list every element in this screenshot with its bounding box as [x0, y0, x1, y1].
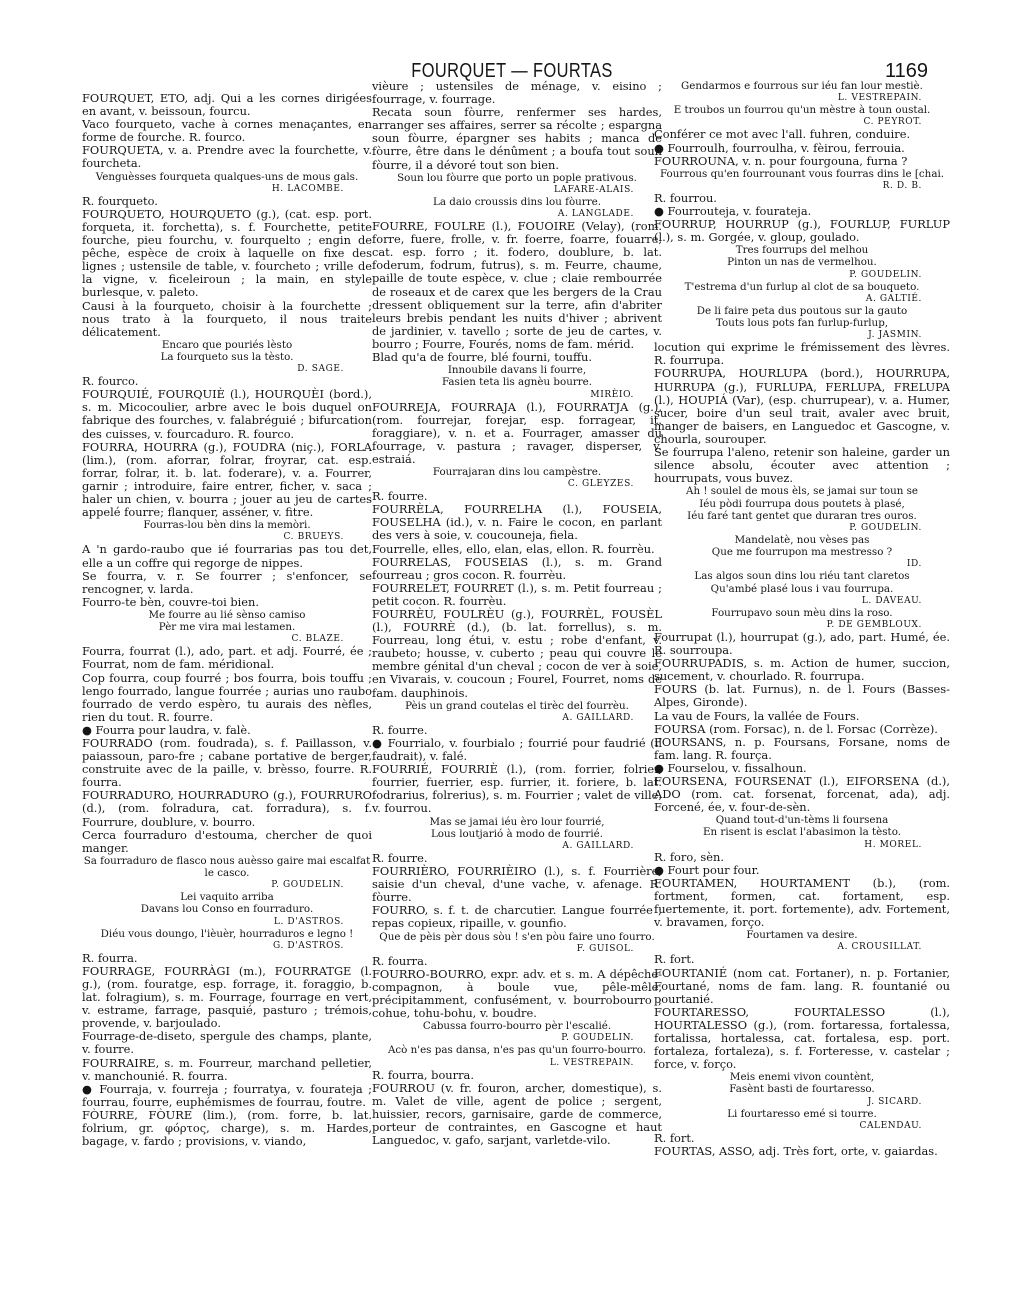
citation-line: Soun lou fòurre que porto un pople prativous. — [397, 171, 637, 184]
dictionary-entry: ● Fourselou, v. fissalhoun. — [654, 760, 807, 775]
citation-line: Davans lou Conso en fourraduro. — [140, 903, 314, 916]
citation-author: H. LACOMBE. — [271, 183, 344, 194]
dictionary-entry: Se fourra, v. r. Se fourrer ; s'enfoncer, se rencogner, v. larda. — [82, 568, 372, 596]
dictionary-entry: Cerca fourraduro d'estouma, chercher de quoi manger. — [82, 827, 372, 855]
citation-line: Sa fourraduro de flasco nous auèsso gaire mai escalfat le casco. — [83, 854, 371, 880]
dictionary-entry: Fourrage-de-diseto, spergule des champs, plante, v. fourre. — [82, 1029, 372, 1057]
dictionary-entry: FOURRAGE, FOURRÀGI (m.), FOURRATGE (l. g.), (rom. fouratge, esp. forrage, it. foraggio, b. lat. folragium), s. m. Fourrage, fourrage en vert, v. estrame, farrage, pasquié, pasturo ; trémois, provende, v. barjoulado. — [82, 963, 372, 1031]
dictionary-entry: FOURTAMEN, HOURTAMENT (b.), (rom. fortment, formen, cat. fortament, esp. fuertemente, it. port. fortemente), adv. Fortement, v. bravamen, forço. — [654, 875, 950, 930]
dictionary-entry: FOURREJA, FOURRAJA (l.), FOURRATJA (g.), (rom. fourrejar, forejar, esp. forragear, it. foraggiare), v. n. et a. Fourrager, amasser du fourrage, v. pastura ; ravager, disperser, v. estraiá. — [372, 399, 662, 466]
citation-line: E troubos un fourrou qu'un mèstre à toun oustal. — [673, 104, 931, 117]
dictionary-entry: FOURRÈU, FOULRÈU (g.), FOURRÈL, FOUSÈL (l.), FOURRÈ (d.), (b. lat. forrellus), s. m. Fourreau, long étui, v. estu ; robe d'enfant, v. raubeto; housse, v. cuberto ; peau qui couvre le membre génital d'un cheval ; cocon de ver à soie, en Vivarais, v. coucoun ; Fourel, Fourret, noms de fam. dauphinois. — [372, 607, 662, 700]
citation-line: Li fourtaresso emé si tourre. — [727, 1107, 877, 1120]
citation-line: Lous loutjarió à modo de fourrié. — [430, 827, 604, 840]
citation-author: ID. — [906, 559, 922, 570]
page-title: FOURQUET — FOURTAS — [411, 60, 613, 82]
citation-author: R. D. B. — [882, 180, 922, 191]
citation-line: Que me fourrupon ma mestresso ? — [711, 546, 893, 559]
dictionary-entry: FOURRÈLA, FOURRELHA (l.), FOUSEIA, FOUSELHA (id.), v. n. Faire le cocon, en parlant des vers à soie, v. coucouneja, fiela. — [372, 502, 662, 543]
dictionary-entry: R. fourra. — [372, 953, 428, 968]
citation-line: Fourrupavo soun mèu dins la roso. — [711, 606, 893, 619]
citation-line: La daio croussis dins lou fòurre. — [432, 195, 601, 208]
citation-author: L. D'ASTROS. — [273, 916, 344, 927]
dictionary-entry: FOURRADURO, HOURRADURO (g.), FOURRURO (d.), (rom. folradura, cat. forradura), s. f. Fourrure, doublure, v. bourro. — [82, 788, 372, 829]
dictionary-entry: La vau de Fours, la vallée de Fours. — [654, 708, 860, 723]
dictionary-entry: FOURQUIÉ, FOURQUIÈ (l.), HOURQUÈI (bord.), s. m. Micocoulier, arbre avec le bois duquel on fabrique des fourches, v. falabréguié ; bifurcation des cuisses, v. fourcaduro. R. fourco. — [82, 387, 372, 441]
dictionary-entry: FOURRIÉ, FOURRIÈ (l.), (rom. forrier, folrier, fourrier, fuerrier, esp. furrier, it. foriere, b. lat. fodrarius, folrerius), s. m. Fourrier ; valet de ville, v. fourrou. — [372, 762, 662, 816]
dictionary-entry: R. foro, sèn. — [654, 849, 724, 864]
dictionary-entry: ● Fourroulh, fourroulha, v. fèirou, ferrouia. — [654, 140, 905, 155]
citation-line: Qu'ambé plasé lous i vau fourrupa. — [710, 582, 894, 595]
citation-line: Acò n'es pas dansa, n'es pas qu'un fourro-bourro. — [387, 1044, 647, 1057]
dictionary-entry: Fourrupat (l.), hourrupat (g.), ado, part. Humé, ée. R. sourroupa. — [654, 629, 950, 658]
dictionary-entry: FOURRA, HOURRA (g.), FOUDRA (niç.), FORLA (lim.), (rom. aforrar, folrar, froyrar, cat. esp. forrar, folrar, it. b. lat. foderare), v. a. Fourrer, garnir ; introduire, faire entrer, ficher, v. saca ; haler un chien, v. bourra ; jouer au jeu de cartes appelé fourre; flanquer, asséner, v. fitre. — [82, 439, 372, 520]
citation-line: Fourtamen va desire. — [746, 929, 858, 942]
citation-line: Venguèsses fourqueta qualques-uns de mous gals. — [95, 170, 359, 183]
dictionary-entry: R. fourre. — [372, 722, 428, 737]
dictionary-entry: FÒURRE, FÒURE (lim.), (rom. forre, b. lat. folrium, gr. φόρτος, charge), s. m. Hardes, bagage, v. fardo ; provisions, v. viando, — [82, 1107, 372, 1149]
citation-line: Encaro que pouriés lèsto — [161, 338, 293, 351]
dictionary-entry: FOURTARESSO, FOURTALESSO (l.), HOURTALESSO (g.), (rom. fortaressa, fortalessa, fortalissa, hortalessa, cat. fortalesa, esp. port. fortaleza, fortaleza), s. f. Forteresse, v. castelar ; force, v. forço. — [654, 1004, 950, 1072]
dictionary-entry: FOURRELET, FOURRET (l.), s. m. Petit fourreau ; petit cocon. R. fourrèu. — [372, 580, 662, 608]
citation-line: De li faire peta dus poutous sur la gauto — [696, 304, 908, 317]
dictionary-entry: FOURRADO (rom. foudrada), s. f. Paillasson, v. paiassoun, paro-fre ; cabane portative de berger, construite avec de la paille, v. brèsso, fourre. R. fourra. — [82, 735, 372, 790]
citation-line: Que de pèis pèr dous sòu ! s'en pòu faire uno fourro. — [379, 930, 655, 943]
dictionary-entry: R. fourqueto. — [82, 193, 158, 208]
dictionary-entry: FOURROU (v. fr. fouron, archer, domestique), s. m. Valet de ville, agent de police ; sergent, huissier, recors, garnisaire, garde de commerce, porteur de contraintes, en Gascogne et haut Languedoc, v. gafo, sarjant, varletde-vilo. — [372, 1080, 662, 1148]
citation-author: D. SAGE. — [297, 364, 344, 375]
dictionary-entry: Vaco fourqueto, vache à cornes menaçantes, en forme de fourche. R. fourco. — [82, 117, 372, 145]
citation-author: L. VESTREPAIN. — [549, 1057, 634, 1068]
dictionary-entry: R. fort. — [654, 1130, 695, 1145]
citation-author: J. SICARD. — [867, 1096, 922, 1107]
citation-line: Pèis un grand coutelas el tirèc del fourrèu. — [405, 699, 629, 712]
dictionary-entry: R. fourco. — [82, 374, 139, 389]
citation-line: Meis enemi vivon countènt, — [729, 1071, 875, 1084]
column-left — [82, 92, 372, 1232]
citation-author: P. DE GEMBLOUX. — [826, 619, 922, 630]
dictionary-entry: R. fourre. — [372, 489, 428, 504]
dictionary-entry: FOURSENA, FOURSENAT (l.), EIFORSENA (d.), ADO (rom. cat. forsenat, forcenat, ada), adj. Forcené, ée, v. four-de-sèn. — [654, 773, 950, 815]
citation-author: L. DAVEAU. — [861, 595, 922, 606]
dictionary-entry: FOURTAS, ASSO, adj. Très fort, orte, v. gaiardas. — [654, 1143, 938, 1158]
citation-author: P. GOUDELIN. — [271, 880, 344, 891]
citation-author: P. GOUDELIN. — [849, 522, 922, 533]
dictionary-entry: Fourro-te bèn, couvre-toi bien. — [82, 594, 259, 609]
dictionary-entry: ● Fourt pour four. — [654, 862, 760, 877]
dictionary-entry: Conférer ce mot avec l'all. fuhren, conduire. — [654, 127, 911, 142]
citation-line: T'estrema d'un furlup al clot de sa bouqueto. — [684, 280, 920, 293]
dictionary-entry: Recata soun fòurre, renfermer ses hardes, arranger ses affaires, serrer sa récolte ; espargna soun fòurre, épargner ses habits ; manca de fòurre, être dans le dénûment ; a boufa tout soun fòurre, il a dévoré tout son bien. — [372, 105, 662, 172]
dictionary-entry: ● Fourrialo, v. fourbialo ; fourrié pour faudrié (il faudrait), v. falé. — [372, 735, 662, 764]
citation-line: Las algos soun dins lou riéu tant claretos — [694, 570, 910, 583]
citation-author: A. CROUSILLAT. — [837, 942, 922, 953]
citation-author: L. VESTREPAIN. — [837, 93, 922, 104]
citation-line: Iéu pòdi fourrupa dous poutets à plasé, — [699, 497, 905, 510]
citation-line: Iéu faré tant gentet que duraran tres ouros. — [687, 509, 917, 522]
dictionary-entry: vièure ; ustensiles de ménage, v. eisino ; fourrage, v. fourrage. — [372, 80, 662, 107]
citation-line: Mas se jamai iéu èro lour fourrié, — [429, 815, 605, 828]
citation-line: Cabussa fourro-bourro pèr l'escalié. — [422, 1020, 612, 1033]
citation-author: P. GOUDELIN. — [849, 269, 922, 280]
citation-line: Fasènt basti de fourtaresso. — [729, 1083, 875, 1096]
dictionary-entry: R. fourra, bourra. — [372, 1067, 474, 1082]
dictionary-entry: FOURRE, FOULRE (l.), FOUOIRE (Velay), (rom. forre, fuere, frolle, v. fr. foerre, foarre, fouarre, cat. esp. forro ; it. fodero, doublure, b. lat. foderum, fodrum, futrus), s. m. Feurre, chaume, paille de toute espèce, v. clue ; claie rembourrée de roseaux et de carex que les bergers de la Crau dressent obliquement sur la terre, afin d'abriter leurs brebis pendant les nuits d'hiver ; abrivent de jardinier, v. tavello ; sorte de jeu de cartes, v. bourro ; Fourre, Fourés, noms de fam. mérid. — [372, 219, 662, 351]
citation-author: LAFARE-ALAIS. — [553, 184, 634, 195]
dictionary-entry: FOURSA (rom. Forsac), n. de l. Forsac (Corrèze). — [654, 721, 938, 736]
dictionary-entry: R. fort. — [654, 952, 695, 967]
dictionary-entry: FOURROUNA, v. n. pour fourgouna, furna ? — [654, 153, 908, 168]
citation-line: Diéu vous doungo, l'ièuèr, hourraduros e legno ! — [100, 927, 354, 940]
dictionary-entry: Se fourrupa l'aleno, retenir son haleine, garder un silence absolu, écouter avec attention ; hourrupats, vous buvez. — [654, 445, 950, 486]
citation-line: Fasien teta lis agnèu bourre. — [441, 376, 593, 389]
dictionary-entry: FOURS (b. lat. Furnus), n. de l. Fours (Basses-Alpes, Gironde). — [654, 682, 950, 710]
dictionary-entry: FOURRAIRE, s. m. Fourreur, marchand pelletier, v. manchounié. R. fourra. — [82, 1055, 372, 1083]
citation-line: Ah ! soulel de mous èls, se jamai sur toun se — [686, 485, 918, 498]
dictionary-entry: FOURSANS, n. p. Foursans, Forsane, noms de fam. lang. R. fourça. — [654, 734, 950, 762]
citation-line: En risent is esclat l'abasimon la tèsto. — [703, 826, 901, 839]
citation-author: F. GUISOL. — [576, 943, 634, 954]
dictionary-entry: Fourrelle, elles, ello, elan, elas, ellon. R. fourrèu. — [372, 541, 655, 556]
citation-author: C. GLEYZES. — [567, 479, 634, 490]
citation-author: J. JASMIN. — [868, 330, 922, 341]
dictionary-entry: FOURQUET, ETO, adj. Qui a les cornes dirigées en avant, v. beissoun, fourcu. — [82, 92, 372, 119]
dictionary-entry: FOURRO, s. f. t. de charcutier. Langue fourrée ; repas copieux, ripaille, v. gounfio. — [372, 903, 662, 931]
citation-author: CALENDAU. — [859, 1120, 922, 1131]
dictionary-entry: R. fourra. — [82, 950, 138, 965]
citation-line: Lei vaquito arriba — [180, 891, 274, 904]
citation-author: G. D'ASTROS. — [272, 940, 344, 951]
column-middle — [372, 80, 662, 1220]
citation-author: MIRÈIO. — [590, 389, 634, 400]
dictionary-entry: ● Fourra pour laudra, v. falè. — [82, 722, 251, 737]
dictionary-entry: locution qui exprime le frémissement des lèvres. R. fourrupa. — [654, 340, 950, 368]
dictionary-entry: FOURRUPA, HOURLUPA (bord.), HOURRUPA, HURRUPA (g.), FURLUPA, FERLUPA, FRELUPA (l.), HOUPIÁ (Var), (esp. churrupear), v. a. Humer, sucer, boire d'un seul trait, avaler avec bruit, manger de baisers, en Languedoc et Gascogne, v. chourla, sourouper. — [654, 366, 950, 446]
citation-line: La fourqueto sus la tèsto. — [160, 351, 294, 363]
dictionary-entry: FOURRUP, HOURRUP (g.), FOURLUP, FURLUP (l.), s. m. Gorgée, v. gloup, goulado. — [654, 217, 950, 245]
dictionary-entry: Cop fourra, coup fourré ; bos fourra, bois touffu ; lengo fourrado, langue fourrée ; aurias uno raubo fourrado de verdo espèro, tu aurais des nèfles, rien du tout. R. fourre. — [82, 670, 372, 724]
dictionary-entry: ● Fourraja, v. fourreja ; fourratya, v. fourateja ; fourrau, fourre, euphémismes de fourrau, foutre. — [82, 1081, 372, 1109]
dictionary-entry: A 'n gardo-raubo que ié fourrarias pas tou det, elle a un coffre qui regorge de nippes. — [82, 542, 372, 570]
citation-line: Gendarmos e fourrous sur iéu fan lour mestiè. — [681, 80, 923, 92]
citation-author: A. GAILLARD. — [562, 712, 634, 723]
dictionary-entry: FOURRIÈRO, FOURRIÈIRO (l.), s. f. Fourrière, saisie d'un cheval, d'une vache, v. afenage. R. fòurre. — [372, 864, 662, 905]
dictionary-entry: FOURTANIÉ (nom cat. Fortaner), n. p. Fortanier, Fourtané, noms de fam. lang. R. fountanié ou pourtanié. — [654, 965, 950, 1006]
citation-line: Fourras-lou bèn dins la memòri. — [143, 519, 311, 532]
citation-author: C. BRUEYS. — [283, 532, 344, 543]
dictionary-entry: ● Fourrouteja, v. fourateja. — [654, 203, 812, 218]
citation-line: Touts lous pots fan furlup-furlup, — [715, 317, 889, 330]
column-right — [654, 80, 950, 1220]
citation-author: C. PEYROT. — [863, 117, 922, 128]
dictionary-entry: Fourra, fourrat (l.), ado, part. et adj. Fourré, ée ; Fourrat, nom de fam. méridional. — [82, 644, 372, 672]
dictionary-entry: FOURRELAS, FOUSEIAS (l.), s. m. Grand fourreau ; gros cocon. R. fourrèu. — [372, 554, 662, 582]
dictionary-entry: FOURRUPADIS, s. m. Action de humer, succion, sucement, v. chourlado. R. fourrupa. — [654, 656, 950, 684]
dictionary-entry: Causi à la fourqueto, choisir à la fourchette ; nous trato à la fourqueto, il nous traite délicatement. — [82, 298, 372, 339]
dictionary-entry: Blad qu'a de fourre, blé fourni, touffu. — [372, 350, 593, 364]
citation-author: A. GALTIÉ. — [865, 293, 922, 304]
dictionary-entry: R. fourre. — [372, 850, 428, 865]
citation-author: A. GAILLARD. — [562, 840, 634, 851]
citation-line: Quand tout-d'un-tèms li foursena — [715, 814, 889, 827]
dictionary-entry: FOURQUETO, HOURQUETO (g.), (cat. esp. port. forqueta, it. forchetta), s. f. Fourchette, petite fourche, pieu fourchu, v. fourquelto ; engin de pêche, espèce de croix à laquelle on fixe des lignes ; ustensile de table, v. fourcheto ; vrille de la vigne, v. ficeleiroun ; la main, en style burlesque, v. paleto. — [82, 206, 372, 300]
citation-line: Fourrous qu'en fourrounant vous fourras dins le [chai. — [659, 167, 945, 180]
citation-line: Me fourre au lié sènso camiso — [148, 608, 306, 621]
dictionary-entry: FOURQUETA, v. a. Prendre avec la fourchette, v. fourcheta. — [82, 143, 372, 171]
citation-line: Innoubile davans li fourre, — [447, 364, 587, 377]
dictionary-entry: FOURRO-BOURRO, expr. adv. et s. m. A dépêche-compagnon, à boule vue, pêle-mêle, précipitamment, confusément, v. bourrobourro ; cohue, tohu-bohu, v. boudre. — [372, 966, 662, 1021]
citation-line: Fourrajaran dins lou campèstre. — [432, 465, 602, 478]
citation-author: C. BLAZE. — [291, 634, 344, 645]
citation-line: Pèr me vira mai lestamen. — [158, 621, 296, 634]
page-number: 1169 — [884, 60, 928, 82]
citation-author: P. GOUDELIN. — [561, 1033, 634, 1044]
citation-author: H. MOREL. — [864, 839, 922, 850]
dictionary-entry: R. fourrou. — [654, 190, 717, 205]
citation-line: Mandelatè, nou vèses pas — [734, 533, 870, 546]
citation-line: Tres fourrups del melhou — [735, 244, 869, 257]
citation-line: Pinton un nas de vermelhou. — [727, 256, 877, 269]
citation-author: A. LANGLADE. — [557, 209, 634, 220]
